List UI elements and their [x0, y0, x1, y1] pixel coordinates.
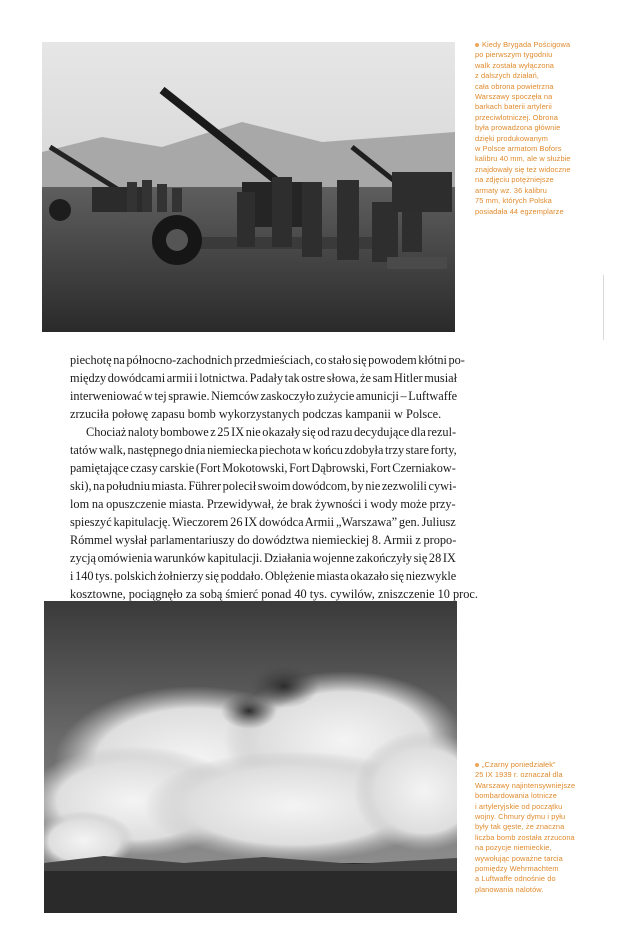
- caption-line: z dalszych działań,: [475, 71, 539, 81]
- caption-line: 75 mm, których Polska: [475, 196, 552, 206]
- caption-line: posiadała 44 egzemplarze: [475, 206, 564, 216]
- body-line: lom na opuszczenie miasta. Przewidywał, że brak żywności i wody może przy-: [70, 497, 456, 511]
- body-line: ski), na południu miasta. Führer polecił swoim dowódcom, by nie zezwolili cywi-: [70, 479, 457, 493]
- bullet-icon: [475, 43, 479, 47]
- caption-line: w Polsce armatom Bofors: [475, 144, 562, 154]
- caption-bottom: [475, 760, 630, 895]
- caption-line: dzięki produkowanym: [475, 133, 548, 143]
- body-line: i 140 tys. polskich żołnierzy się poddało. Oblężenie miasta okazało się niezwykle: [70, 569, 457, 583]
- caption-line: były tak gęste, że znaczna: [475, 822, 565, 832]
- caption-line: znajdowały się też widoczne: [475, 164, 571, 174]
- caption-line: Warszawy najintensywniejsze: [475, 780, 576, 790]
- body-line: spieszyć kapitulację. Wieczorem 26 IX dowódca Armii „Warszawa” gen. Juliusz: [70, 515, 456, 529]
- caption-line: na pozycje niemieckie,: [475, 843, 552, 853]
- caption-line: cała obrona powietrzna: [475, 81, 554, 91]
- body-line: kosztowne, pociągnęło za sobą śmierć ponad 40 tys. cywilów, zniszczenie 10 proc.: [70, 587, 478, 601]
- body-line: między dowódcami armii i lotnictwa. Padały tak ostre słowa, że sam Hitler musiał: [70, 371, 458, 385]
- caption-line: barkach baterii artylerii: [475, 102, 552, 112]
- caption-line: liczba bomb została zrzucona: [475, 832, 575, 842]
- caption-line: pomiędzy Wehrmachtem: [475, 864, 559, 874]
- caption-line: armaty wz. 36 kalibru: [475, 185, 547, 195]
- caption-line: wywołując poważne tarcia: [475, 853, 563, 863]
- caption-line: a Luftwaffe odnośnie do: [475, 874, 556, 884]
- caption-line: Warszawy spoczęła na: [475, 92, 553, 102]
- body-line: piechotę na północno-zachodnich przedmieściach, co stało się powodem kłótni po-: [70, 353, 465, 367]
- body-line: interweniować w tej sprawie. Niemców zaskoczyło zużycie amunicji – Luftwaffe: [70, 389, 458, 403]
- caption-line: walk została wyłączona: [475, 60, 555, 70]
- caption-line: „Czarny poniedziałek”: [482, 760, 556, 769]
- caption-line: bombardowania lotnicze: [475, 791, 557, 801]
- photo-smoke-over-warsaw: [44, 601, 457, 913]
- caption-line: kalibru 40 mm, ale w służbie: [475, 154, 571, 164]
- caption-line: na zdjęciu potężniejsze: [475, 175, 554, 185]
- caption-line: 25 IX 1939 r. oznaczał dla: [475, 770, 563, 780]
- body-text: [70, 351, 478, 603]
- caption-line: planowania nalotów.: [475, 884, 544, 894]
- bullet-icon: [475, 763, 479, 767]
- photo-anti-aircraft-guns: [42, 42, 455, 332]
- divider: [603, 275, 604, 340]
- body-line: pamiętające czasy carskie (Fort Mokotowski, Fort Dąbrowski, Fort Czerniakow-: [70, 461, 456, 475]
- caption-line: i artyleryjskie od początku: [475, 801, 563, 811]
- photo-anti-aircraft-guns-image: [42, 42, 455, 332]
- caption-line: wojny. Chmury dymu i pyłu: [475, 812, 566, 822]
- body-line: Chociaż naloty bombowe z 25 IX nie okazały się od razu decydujące dla rezul-: [86, 425, 457, 439]
- caption-line: była prowadzona głównie: [475, 123, 561, 133]
- caption-line: przeciwlotniczej. Obrona: [475, 112, 558, 122]
- body-line: tatów walk, następnego dnia niemiecka piechota w końcu zdobyła trzy stare forty,: [70, 443, 457, 457]
- body-line: Rómmel wysłał parlamentariuszy do dowództwa niemieckiej 8. Armii z propo-: [70, 533, 457, 547]
- photo-smoke-over-warsaw-image: [44, 601, 457, 913]
- caption-line: po pierwszym tygodniu: [475, 50, 553, 60]
- body-line: zycją omówienia warunków kapitulacji. Działania wojenne zakończyły się 28 IX: [70, 551, 456, 565]
- body-line: zrzuciła połowę zapasu bomb wykorzystanych podczas kampanii w Polsce.: [70, 407, 442, 421]
- caption-line: Kiedy Brygada Pościgowa: [482, 40, 571, 49]
- caption-top: [475, 40, 625, 217]
